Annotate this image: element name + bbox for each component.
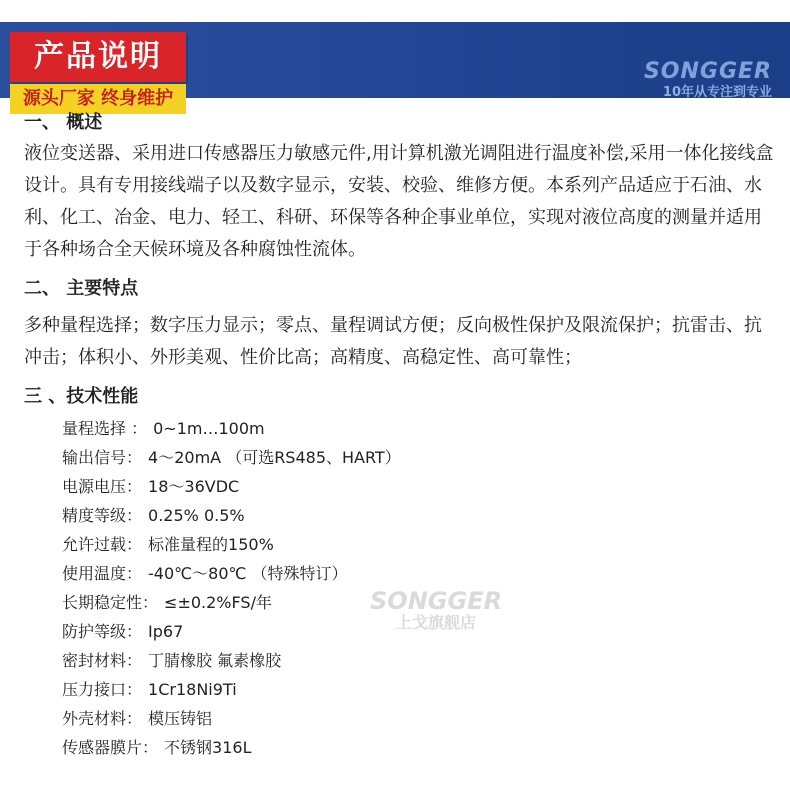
- spec-separator: ：: [126, 419, 148, 438]
- spec-separator: ：: [126, 477, 143, 496]
- spec-value: 模压铸铝: [148, 709, 213, 728]
- spec-value: 0~1m…100m: [153, 419, 265, 438]
- spec-row: [62, 472, 774, 501]
- spec-value: Ip67: [148, 622, 184, 641]
- spec-row: [62, 646, 774, 675]
- spec-value: 不锈钢316L: [164, 738, 252, 757]
- spec-label: 防护等级: [62, 622, 127, 641]
- spec-label: 长期稳定性: [62, 593, 143, 612]
- spec-row: [62, 443, 774, 472]
- spec-row: [62, 559, 774, 588]
- spec-separator: ：: [126, 709, 143, 728]
- spec-separator: ：: [126, 651, 143, 670]
- spec-label: 压力接口: [62, 680, 127, 699]
- brand-name: SONGGER: [643, 59, 772, 84]
- features-paragraph: 多种量程选择；数字压力显示；零点、量程调试方便；反向极性保护及限流保护；抗雷击、抗冲击；体积小、外形美观、性价比高；高精度、高稳定性、高可靠性；: [24, 315, 762, 368]
- spec-label: 外壳材料: [62, 709, 127, 728]
- badge-subtitle: 源头厂家 终身维护: [10, 84, 186, 114]
- spec-label: 量程选择: [62, 419, 127, 438]
- spec-label: 使用温度: [62, 564, 127, 583]
- section-heading-overview: 一、 概述: [24, 112, 103, 133]
- brand-slogan: 10年从专注到专业: [662, 85, 772, 100]
- spec-label: 输出信号: [62, 448, 127, 467]
- spec-value: -40℃～80℃ （特殊特订）: [148, 564, 348, 583]
- spec-value: 标准量程的150%: [148, 535, 274, 554]
- header-banner: [0, 22, 790, 109]
- spec-value: 丁腈橡胶 氟素橡胶: [148, 651, 282, 670]
- spec-separator: ：: [126, 535, 143, 554]
- spec-value: 1Cr18Ni9Ti: [148, 680, 237, 699]
- spec-row: [62, 675, 774, 704]
- spec-label: 传感器膜片: [62, 738, 143, 757]
- brand-logo: [644, 60, 772, 102]
- store-watermark: [370, 588, 502, 632]
- spec-separator: ：: [142, 738, 159, 757]
- spec-value: 4～20mA （可选RS485、HART）: [148, 448, 401, 467]
- spec-label: 密封材料: [62, 651, 127, 670]
- spec-value: 0.25% 0.5%: [148, 506, 245, 525]
- spec-separator: ：: [126, 506, 143, 525]
- spec-separator: ：: [126, 564, 143, 583]
- spec-row: [62, 704, 774, 733]
- section-heading-specs: 三 、技术性能: [24, 386, 139, 407]
- spec-separator: ：: [126, 680, 143, 699]
- spec-row: [62, 530, 774, 559]
- spec-row: [62, 733, 774, 762]
- spec-value: ≤±0.2%FS/年: [164, 593, 272, 612]
- spec-separator: ：: [126, 622, 143, 641]
- watermark-store: 上戈旗舰店: [396, 613, 477, 632]
- spec-value: 18～36VDC: [148, 477, 240, 496]
- watermark-brand: SONGGER: [370, 587, 503, 615]
- overview-paragraph: 液位变送器、采用进口传感器压力敏感元件,用计算机激光调阻进行温度补偿,采用一体化接线盒设计。具有专用接线端子以及数字显示，安装、校验、维修方便。本系列产品适应于石油、水利、化工、冶金、电力、轻工、科研、环保等各种企事业单位，实现对液位高度的测量并适用于各种场合全天候环境及各种腐蚀性流体。: [24, 143, 774, 260]
- document-body: [24, 110, 774, 762]
- spec-row: [62, 414, 774, 443]
- spec-separator: ：: [126, 448, 143, 467]
- spec-row: [62, 501, 774, 530]
- spec-separator: ：: [142, 593, 159, 612]
- spec-label: 精度等级: [62, 506, 127, 525]
- spec-label: 电源电压: [62, 477, 127, 496]
- spec-label: 允许过载: [62, 535, 127, 554]
- section-heading-features: 二、 主要特点: [24, 278, 139, 299]
- badge-title: 产品说明: [10, 32, 186, 82]
